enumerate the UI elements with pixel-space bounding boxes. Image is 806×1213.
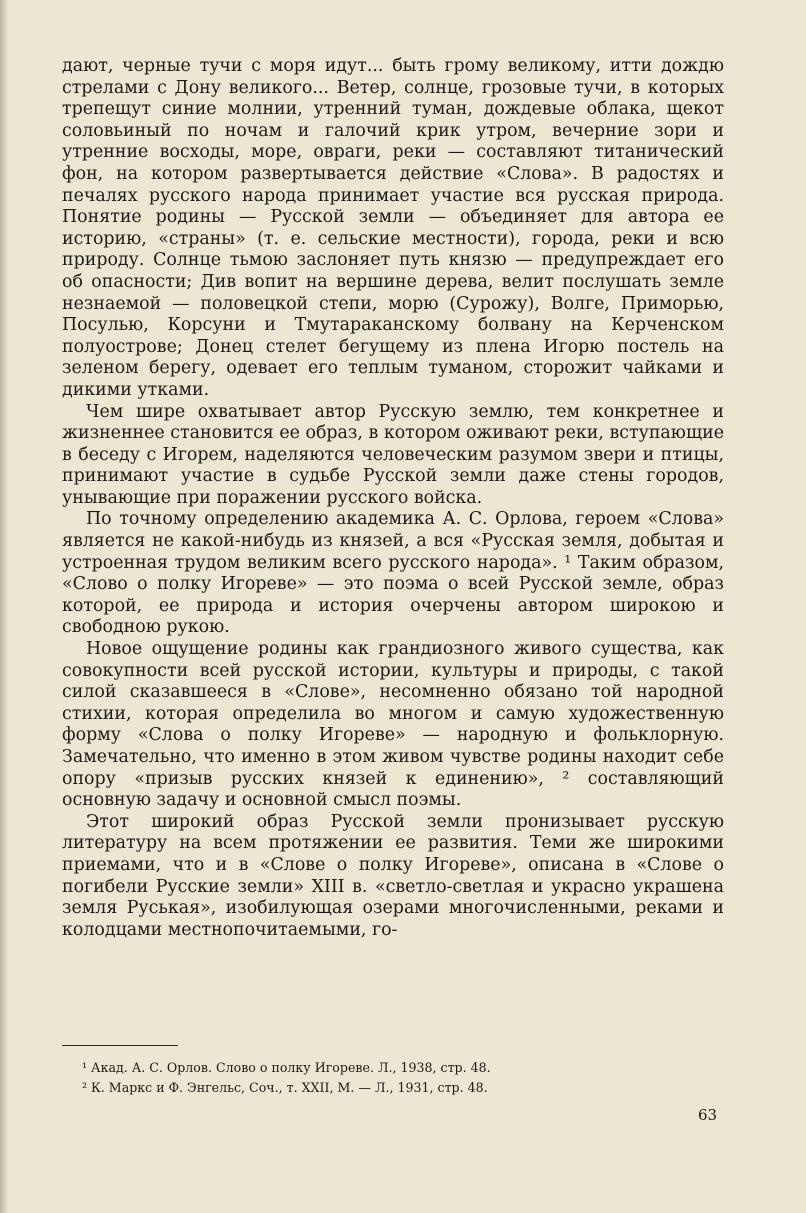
- paragraph-4: Новое ощущение родины как грандиозного живого существа, как совокупности всей русской истории, культуры и природы, с такой силой сказавшееся в «Слове», несомненно обязано той народной стихии, которая определила во многом и самую художественную форму «Слова о полку Игореве» — народную и фольклорную. Замечательно, что именно в этом живом чувстве родины находит себе опору «призыв русских князей к единению», ² составляющий основную задачу и основной смысл поэмы.: [62, 639, 724, 811]
- footnote-1: ¹ Акад. А. С. Орлов. Слово о полку Игореве. Л., 1938, стр. 48.: [82, 1060, 491, 1075]
- paragraph-3: По точному определению академика А. С. Орлова, героем «Слова» является не какой-нибудь из князей, а вся «Русская земля, добытая и устроенная трудом великим всего русского народа». ¹ Таким образом, «Слово о полку Игореве» — это поэма о всей Русской земле, образ которой, ее природа и история очерчены автором широкою и свободною рукою.: [62, 509, 724, 638]
- page-number: 63: [698, 1106, 718, 1124]
- paragraph-1: дают, черные тучи с моря идут... быть грому великому, итти дождю стрелами с Дону великого... Ветер, солнце, грозовые тучи, в которых трепещут синие молнии, утренний туман, дождевые облака, щекот соловьиный по ночам и галочий крик утром, вечерние зори и утренние восходы, море, овраги, реки — составляют титанический фон, на котором развертывается действие «Слова». В радостях и печалях русского народа принимает участие вся русская природа. Понятие родины — Русской земли — объединяет для автора ее историю, «страны» (т. е. сельские местности), города, реки и всю природу. Солнце тьмою заслоняет путь князю — предупреждает его об опасности; Див вопит на вершине дерева, велит послушать земле незнаемой — половецкой степи, морю (Сурожу), Волге, Приморью, Посулью, Корсуни и Тмутараканскому болвану на Керченском полуострове; Донец стелет бегущему из плена Игорю постель на зеленом берегу, одевает его теплым туманом, сторожит чайками и дикими утками.: [62, 56, 724, 400]
- footnote-2: ² К. Маркс и Ф. Энгельс, Соч., т. XXII, М. — Л., 1931, стр. 48.: [82, 1080, 488, 1095]
- paragraph-2: Чем шире охватывает автор Русскую землю, тем конкретнее и жизненнее становится ее образ, в котором оживают реки, вступающие в беседу с Игорем, наделяются человеческим разумом звери и птицы, принимают участие в судьбе Русской земли даже стены городов, унывающие при поражении русского войска.: [62, 401, 724, 508]
- page-gutter-shadow: [0, 0, 8, 1213]
- body-text: [62, 56, 724, 941]
- footnote-divider: [62, 1045, 178, 1046]
- paragraph-5: Этот широкий образ Русской земли пронизывает русскую литературу на всем протяжении ее развития. Теми же широкими приемами, что и в «Слове о полку Игореве», описана в «Слове о погибели Русские земли» XIII в. «светло-светлая и украсно украшена земля Руськая», изобилующая озерами многочисленными, реками и колодцами местнопочитаемыми, го-: [62, 811, 724, 940]
- footnotes: [82, 1058, 722, 1098]
